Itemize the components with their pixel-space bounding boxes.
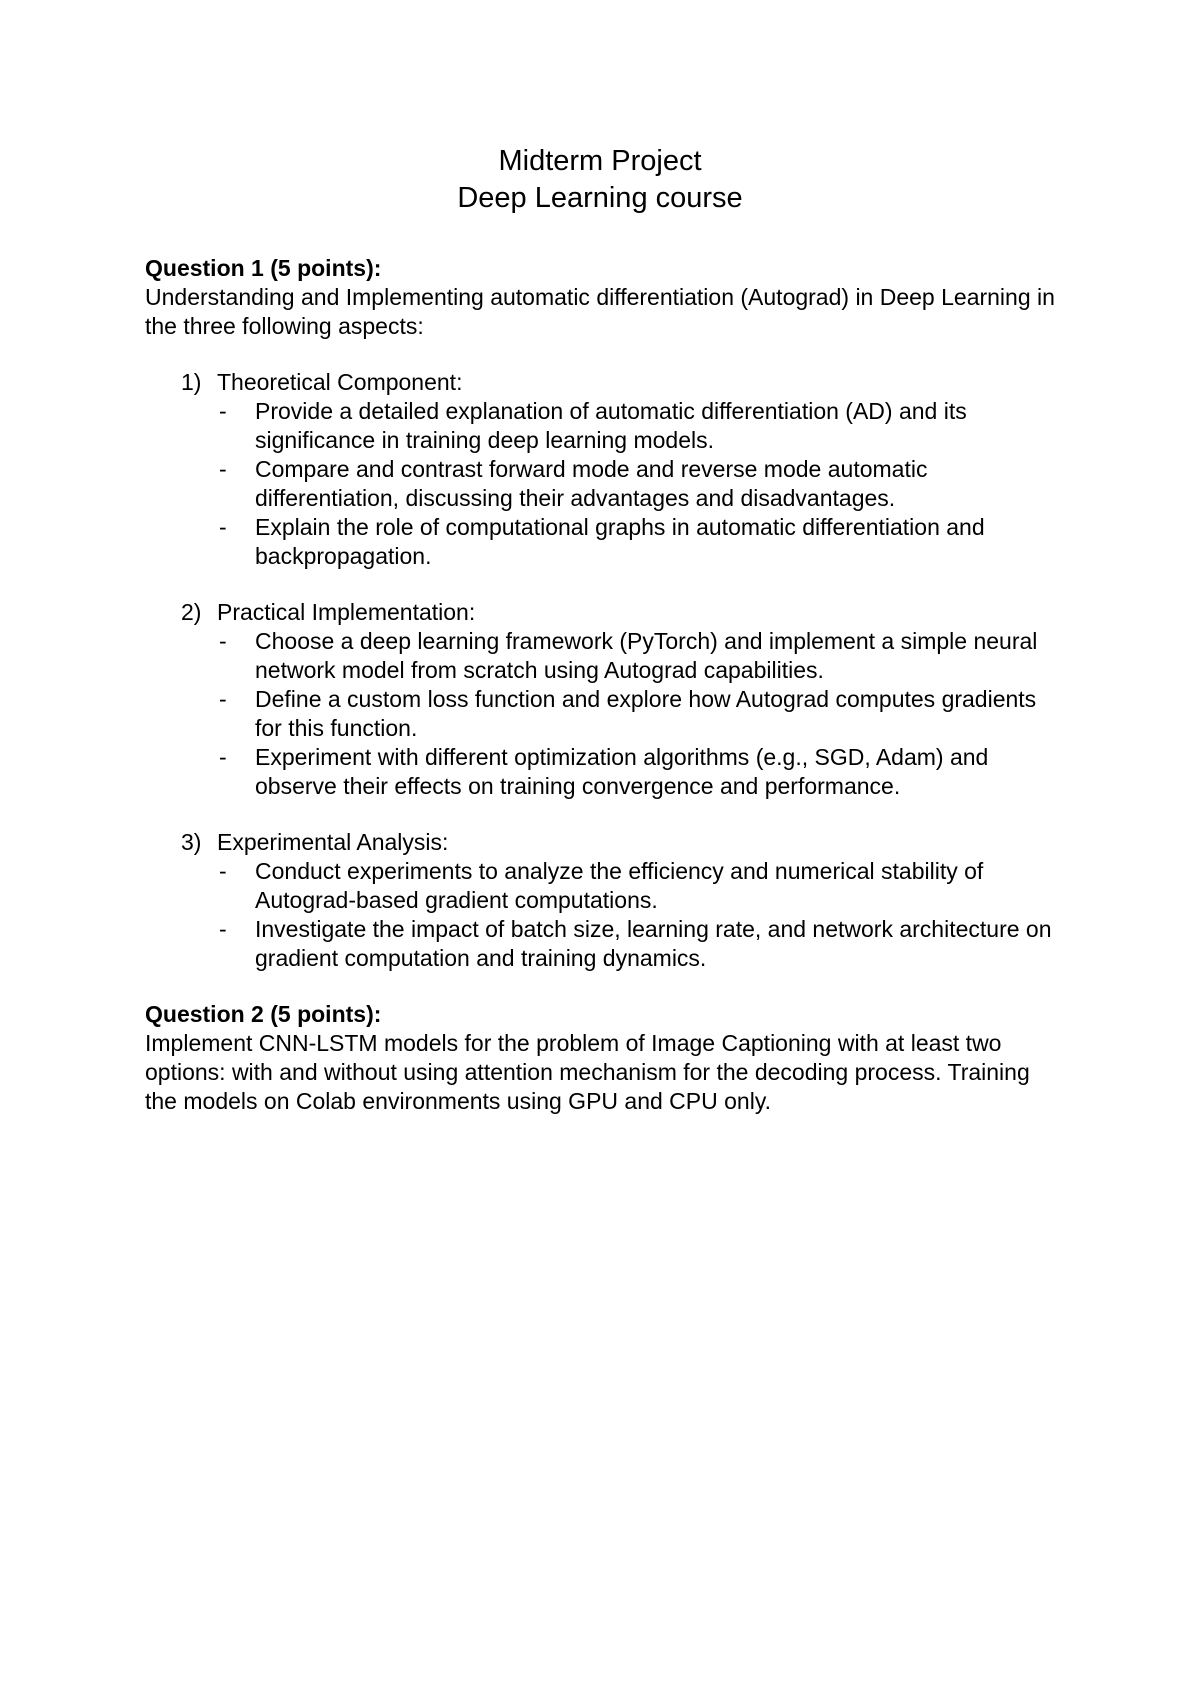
list-item (145, 915, 1065, 973)
bullet-text: Explain the role of computational graphs in automatic differentiation and backpropagation. (255, 514, 985, 569)
bullet-dash: - (219, 858, 227, 884)
title-line-2: Deep Learning course (457, 182, 743, 214)
section-number: 1) (181, 369, 202, 395)
bullet-text: Choose a deep learning framework (PyTorch) and implement a simple neural network model from scratch using Autograd capabilities. (255, 628, 1038, 683)
section-heading (145, 828, 1065, 857)
question-1-sections (145, 368, 1065, 973)
bullet-text: Provide a detailed explanation of automatic differentiation (AD) and its significance in training deep learning models. (255, 398, 967, 453)
section-theoretical (145, 368, 1065, 571)
section-number: 2) (181, 599, 202, 625)
bullet-list (145, 627, 1065, 801)
section-heading (145, 598, 1065, 627)
bullet-dash: - (219, 686, 227, 712)
bullet-text: Investigate the impact of batch size, learning rate, and network architecture on gradient computation and training dynamics. (255, 916, 1052, 971)
list-item (145, 455, 1065, 513)
bullet-text: Conduct experiments to analyze the efficiency and numerical stability of Autograd-based gradient computations. (255, 858, 984, 913)
list-item (145, 857, 1065, 915)
section-heading (145, 368, 1065, 397)
bullet-dash: - (219, 744, 227, 770)
section-title: Practical Implementation: (217, 599, 476, 625)
section-title: Experimental Analysis: (217, 829, 449, 855)
list-item (145, 685, 1065, 743)
list-item (145, 627, 1065, 685)
document-body (145, 254, 1065, 1116)
question-2-heading: Question 2 (5 points): (145, 1001, 382, 1027)
question-1-heading: Question 1 (5 points): (145, 255, 382, 281)
list-item (145, 397, 1065, 455)
question-1-intro: Understanding and Implementing automatic differentiation (Autograd) in Deep Learning in the three following aspects: (145, 284, 1055, 339)
section-experimental (145, 828, 1065, 973)
bullet-dash: - (219, 628, 227, 654)
bullet-list (145, 857, 1065, 973)
section-practical (145, 598, 1065, 801)
bullet-text: Experiment with different optimization algorithms (e.g., SGD, Adam) and observe their effects on training convergence and performance. (255, 744, 989, 799)
bullet-dash: - (219, 514, 227, 540)
question-2-body: Implement CNN-LSTM models for the problem of Image Captioning with at least two options: with and without using attention mechanism for the decoding process. Training the models on Colab environments using GPU and CPU only. (145, 1030, 1030, 1114)
bullet-dash: - (219, 916, 227, 942)
bullet-text: Compare and contrast forward mode and reverse mode automatic differentiation, discussing their advantages and disadvantages. (255, 456, 928, 511)
list-item (145, 743, 1065, 801)
list-item (145, 513, 1065, 571)
section-number: 3) (181, 829, 202, 855)
question-1 (145, 254, 1065, 973)
document-title (0, 143, 1200, 217)
question-2 (145, 1000, 1065, 1116)
section-title: Theoretical Component: (217, 369, 463, 395)
title-line-1: Midterm Project (498, 145, 702, 177)
bullet-text: Define a custom loss function and explore how Autograd computes gradients for this function. (255, 686, 1037, 741)
bullet-dash: - (219, 456, 227, 482)
bullet-dash: - (219, 398, 227, 424)
bullet-list (145, 397, 1065, 571)
